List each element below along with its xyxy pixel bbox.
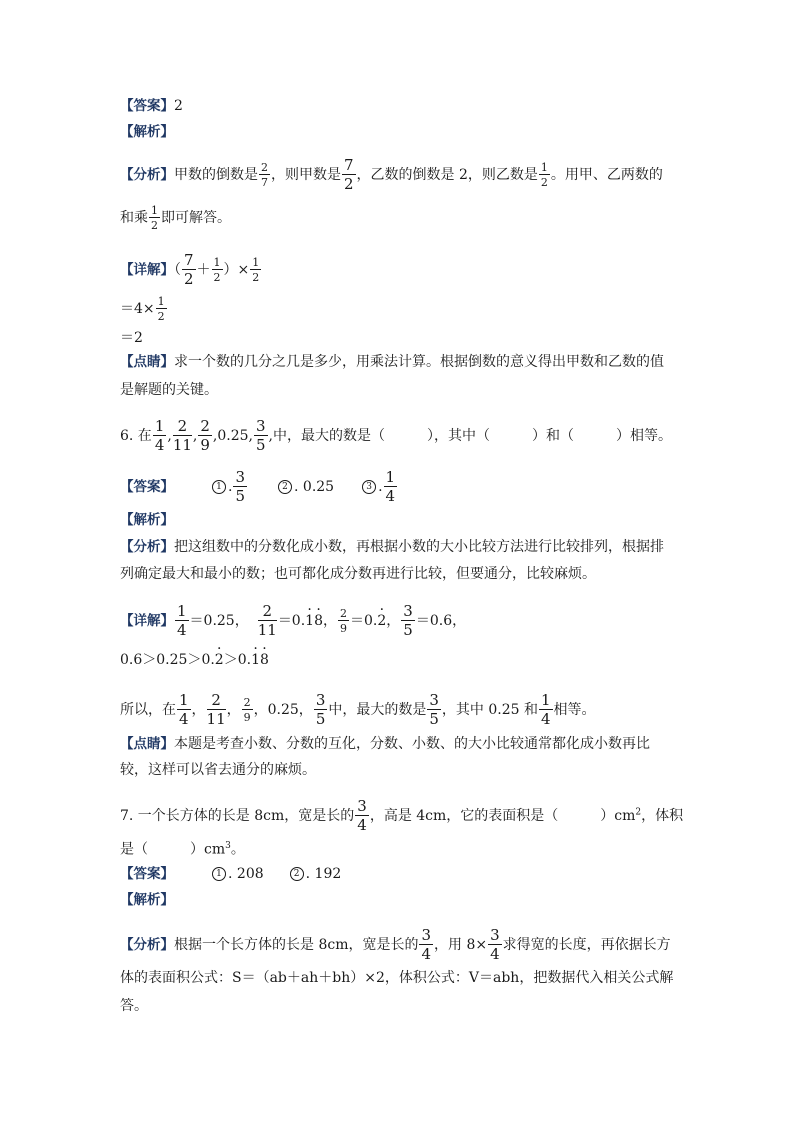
text: ，其中 0.25 和	[441, 702, 538, 718]
repeating-digit: · 8	[314, 611, 323, 631]
text: ，则甲数是	[271, 167, 341, 183]
q7-question-line-1	[120, 799, 683, 833]
q7-question-line-2	[120, 836, 245, 860]
q5-xiangjie-line	[120, 253, 262, 287]
text: ＞	[223, 652, 238, 668]
fraction: $\frac{1}{4}$	[179, 691, 189, 728]
repeating-digit: · 1	[251, 650, 260, 670]
fraction: $\frac{2}{11}$	[257, 602, 277, 639]
fenxi-tag: 【分析】	[120, 539, 174, 555]
q6-xiangjie-line	[120, 604, 466, 638]
q6-answer-line: 【答案】 1 . $\frac{3}{5}$ 2 . 0.25 3 . $\frac{1}{4}$	[120, 468, 396, 505]
circled-number: 2	[290, 867, 304, 881]
fraction: $\frac{1}{4}$	[177, 602, 187, 639]
answer-value: 192	[314, 866, 342, 882]
text: ,0.25,	[212, 428, 253, 444]
text: ，体积	[641, 808, 684, 824]
answer-value: 208	[236, 866, 264, 882]
text: 0.	[201, 652, 215, 668]
text: 较，这样可以省去通分的麻烦。	[120, 762, 316, 778]
fraction: $\frac{3}{5}$	[403, 602, 413, 639]
q5-step-2	[120, 296, 168, 322]
text: 。	[230, 841, 245, 858]
text: ＝0.25，	[189, 613, 249, 629]
q5-jiexi-line	[120, 122, 174, 142]
repeating-digit: · 2	[377, 611, 386, 631]
text: ＝4×	[120, 301, 155, 317]
text: 本题是考查小数、分数的互化，分数、小数、的大小比较通常都化成小数再比	[174, 736, 650, 752]
q6-conclusion-line	[120, 693, 596, 727]
fraction: $\frac{1}{2}$	[252, 256, 260, 284]
q7-fenxi-line-3	[120, 996, 148, 1016]
text: ，	[191, 702, 206, 718]
text: ,	[192, 428, 198, 444]
text: ，用 8×	[434, 937, 488, 953]
q5-dianjing-line-2	[120, 380, 218, 400]
q6-fenxi-line-1	[120, 537, 664, 557]
text: 所以，在	[120, 702, 176, 718]
text: ＋	[196, 262, 211, 278]
xiangjie-tag: 【详解】	[120, 613, 174, 629]
fraction: $\frac{1}{2}$	[157, 295, 165, 323]
q5-fenxi-line-2	[120, 205, 231, 231]
text: 列确定最大和最小的数；也可都化成分数再进行比较，但要通分，比较麻烦。	[120, 566, 596, 582]
fraction: $\frac{3}{5}$	[235, 468, 245, 505]
fraction: $\frac{3}{5}$	[315, 691, 326, 728]
text: ，	[226, 702, 241, 718]
q5-fenxi-line-1	[120, 158, 663, 192]
text: ＝0.	[277, 613, 306, 629]
text: ＝2	[120, 330, 143, 346]
text: ，0.25，	[253, 702, 313, 718]
jiexi-tag: 【解析】	[120, 124, 174, 140]
text: 求一个数的几分之几是多少，用乘法计算。根据倒数的意义得出甲数和乙数的值	[174, 354, 664, 370]
fraction: $\frac{7}{2}$	[184, 251, 194, 288]
text: 即可解答。	[161, 210, 231, 226]
fraction: $\frac{2}{9}$	[243, 696, 251, 724]
text: 0.6＞0.25＞	[120, 652, 202, 668]
fraction: $\frac{1}{4}$	[540, 691, 551, 728]
dianjing-tag: 【点睛】	[120, 354, 174, 370]
q7-fenxi-line-1	[120, 928, 671, 962]
dianjing-tag: 【点睛】	[120, 736, 174, 752]
superscript: 2	[635, 807, 642, 818]
text: ＝0.	[350, 613, 378, 629]
answer-value: 0.25	[302, 479, 335, 495]
fraction: $\frac{7}{2}$	[344, 156, 354, 193]
fraction: $\frac{3}{4}$	[357, 797, 367, 834]
fraction: $\frac{3}{5}$	[255, 417, 266, 454]
q6-fenxi-line-2	[120, 564, 596, 584]
superscript: 3	[225, 841, 231, 851]
repeating-digit: · 1	[305, 611, 314, 631]
text: ，	[386, 613, 401, 629]
q6-dianjing-line-2	[120, 760, 316, 780]
q5-dianjing-line-1	[120, 352, 664, 372]
fraction: $\frac{1}{2}$	[213, 256, 221, 284]
q6-question	[120, 419, 672, 453]
q6-compare-line	[120, 650, 269, 670]
fraction: $\frac{2}{7}$	[261, 161, 268, 189]
text: 是（ ）cm	[120, 841, 226, 858]
jiexi-tag: 【解析】	[120, 892, 174, 908]
xiangjie-tag: 【详解】	[120, 262, 174, 278]
text: ，乙数的倒数是 2，则乙数是	[356, 167, 538, 183]
repeating-digit: · 2	[215, 650, 224, 670]
q5-step-3	[120, 328, 143, 348]
text: ,中，最大的数是（ ），其中（ ）和（ ）相等。	[268, 428, 672, 444]
fraction: $\frac{3}{5}$	[429, 691, 439, 728]
text: 。用甲、乙两数的	[550, 167, 663, 183]
repeating-digit: · 8	[260, 650, 269, 670]
q7-answer-line: 【答案】 1 . 208 2 . 192	[120, 866, 342, 882]
text: 把这组数中的分数化成小数，再根据小数的大小比较方法进行比较排列，根据排	[174, 539, 664, 555]
text: 中，最大的数是	[328, 702, 427, 718]
fraction: $\frac{1}{2}$	[540, 161, 548, 189]
circled-number: 1	[212, 480, 226, 494]
text: 是解题的关键。	[120, 382, 218, 398]
circled-number: 2	[278, 480, 292, 494]
fraction: $\frac{1}{2}$	[151, 204, 158, 232]
answer-tag: 【答案】	[120, 479, 174, 495]
circled-number: 1	[212, 867, 226, 881]
answer-tag: 【答案】	[120, 98, 174, 114]
fraction: $\frac{1}{4}$	[154, 417, 165, 454]
fraction: $\frac{2}{11}$	[206, 691, 226, 728]
text: ,	[167, 428, 172, 444]
fraction: $\frac{1}{4}$	[385, 468, 396, 505]
text: ，	[323, 613, 338, 629]
answer-value: 2	[174, 98, 183, 114]
text: 体的表面积公式：S＝（ab＋ah＋bh）×2，体积公式：V＝abh，把数据代入相关公式解	[120, 970, 674, 986]
text: 和乘	[120, 210, 148, 226]
text: 根据一个长方体的长是 8cm，宽是长的	[174, 937, 419, 953]
question-number: 6. 在	[120, 428, 152, 444]
text: ）×	[223, 262, 250, 278]
answer-tag: 【答案】	[120, 866, 174, 882]
fraction: $\frac{2}{9}$	[200, 417, 210, 454]
text: 相等。	[553, 702, 596, 718]
text: 求得宽的长度，再依据长方	[502, 937, 671, 953]
fraction: $\frac{3}{4}$	[490, 926, 500, 963]
text: ，高是 4cm，它的表面积是（ ）cm	[369, 808, 636, 824]
jiexi-tag: 【解析】	[120, 512, 174, 528]
circled-number: 3	[362, 480, 376, 494]
text: 0.	[237, 652, 252, 668]
text: 答。	[120, 998, 148, 1014]
q7-fenxi-line-2	[120, 968, 673, 988]
fraction: $\frac{2}{9}$	[340, 607, 348, 635]
q7-jiexi-line	[120, 890, 174, 910]
text: ＝0.6，	[415, 613, 467, 629]
fraction: $\frac{3}{4}$	[421, 926, 432, 963]
text: 甲数的倒数是	[174, 167, 258, 183]
q6-jiexi-line	[120, 510, 174, 530]
fenxi-tag: 【分析】	[120, 167, 174, 183]
text: 7. 一个长方体的长是 8cm，宽是长的	[120, 808, 355, 824]
q5-answer-line	[120, 96, 183, 116]
fenxi-tag: 【分析】	[120, 937, 174, 953]
q6-dianjing-line-1	[120, 734, 650, 754]
text: （	[174, 262, 181, 278]
fraction: $\frac{2}{11}$	[172, 417, 192, 454]
